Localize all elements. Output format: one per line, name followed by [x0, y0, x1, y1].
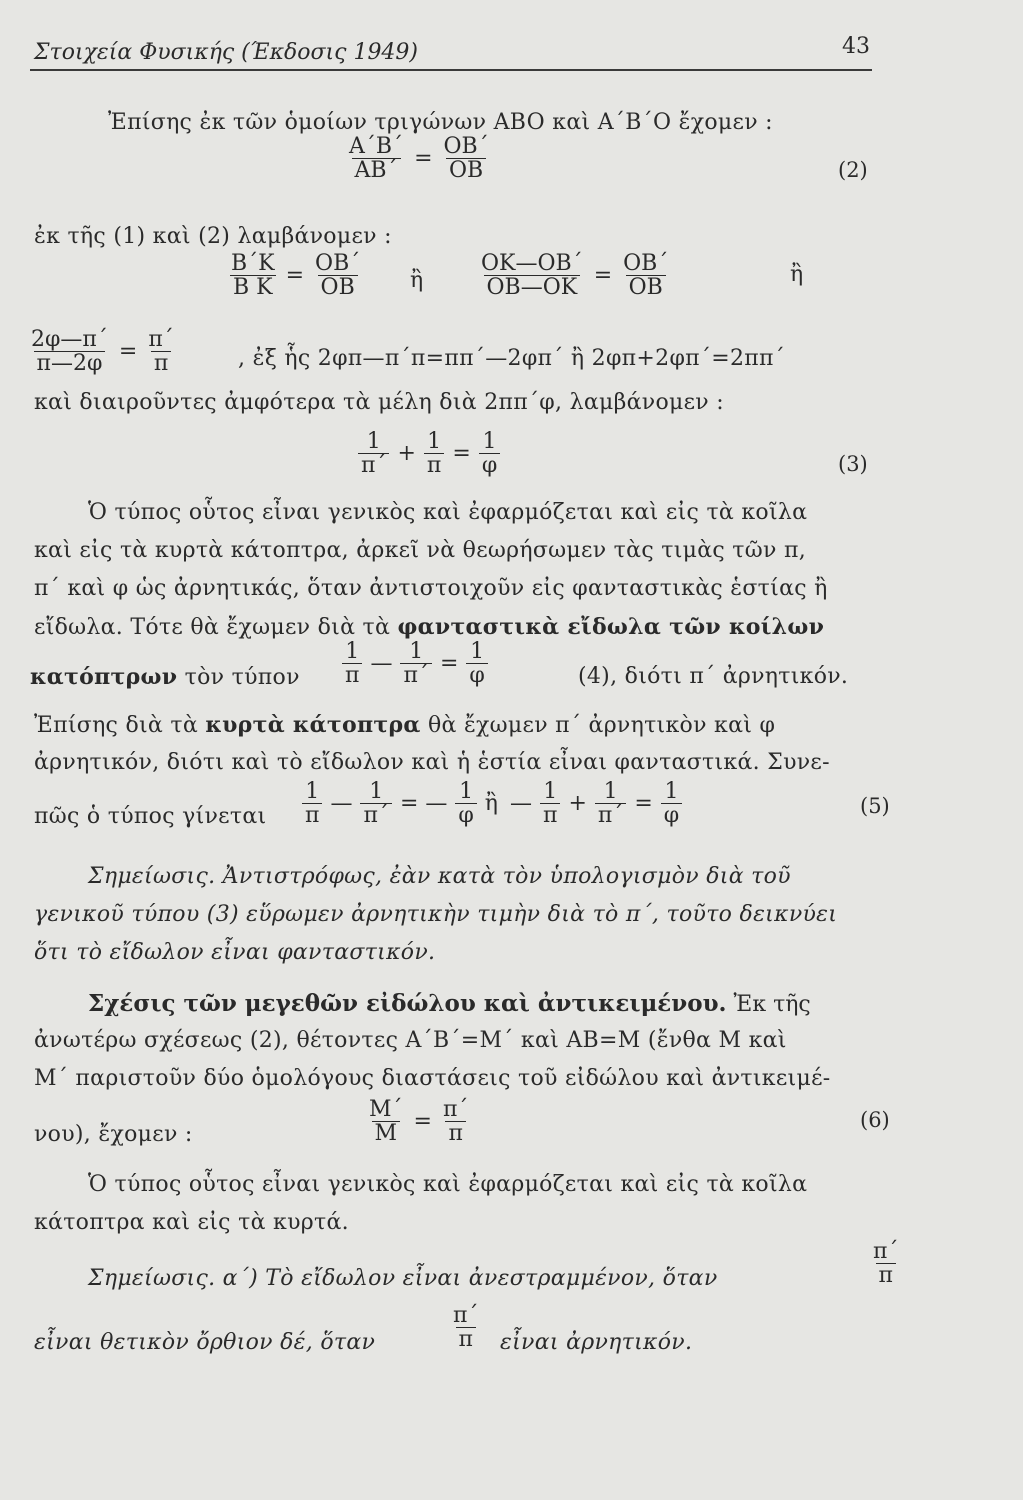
fraction-denominator: B K — [230, 275, 276, 299]
text-line — [34, 614, 824, 640]
fraction-denominator: φ — [661, 803, 682, 827]
fraction-denominator: OB — [318, 275, 358, 299]
text-line: Ὁ τύπος οὗτος εἶναι γενικὸς καὶ ἐφαρμόζεται καὶ εἰς τὰ κοῖλα — [88, 500, 808, 525]
equation-6: $\frac{M΄}{M}$ = $\frac{\pi΄}{\pi}$ — [364, 1098, 473, 1145]
bold-term: κυρτὰ κάτοπτρα — [205, 712, 421, 738]
equation-2: $\frac{A΄B΄}{AB΄}$ = $\frac{OB΄}{OB}$ — [344, 135, 494, 182]
text-span: εἴδωλα. Τότε θὰ ἔχωμεν διὰ τὰ — [34, 615, 398, 640]
page-number: 43 — [842, 34, 870, 59]
fraction-numerator: 1 — [543, 779, 558, 804]
fraction-denominator: M — [372, 1121, 401, 1145]
text-line: καὶ διαιροῦντες ἀμφότερα τὰ μέλη διὰ 2ππ΄φ, λαμβάνομεν : — [34, 390, 724, 415]
text-line: Ἐπίσης ἐκ τῶν ὁμοίων τριγώνων ABO καὶ A΄B΄O ἔχομεν : — [108, 110, 773, 135]
fraction-numerator: OB΄ — [315, 251, 361, 276]
fraction-numerator: 1 — [409, 639, 424, 664]
note-line: Σημείωσις. Ἀντιστρόφως, ἐὰν κατὰ τὸν ὑπολογισμὸν διὰ τοῦ — [88, 864, 791, 889]
text-span: τὸν τύπον — [177, 665, 300, 690]
text-line: κάτοπτρα καὶ εἰς τὰ κυρτά. — [34, 1210, 349, 1235]
bold-term: κατόπτρων — [30, 664, 178, 690]
fraction-numerator: 1 — [366, 429, 381, 454]
text-line: π΄ καὶ φ ὡς ἀρνητικάς, ὅταν ἀντιστοιχοῦν εἰς φανταστικὰς ἑστίας ἢ — [34, 576, 828, 601]
bold-term: φανταστικὰ εἴδωλα τῶν κοίλων — [397, 614, 825, 640]
running-header: Στοιχεία Φυσικής (Έκδοσις 1949) — [34, 40, 419, 65]
fraction-denominator: φ — [466, 663, 487, 687]
heading-text: Σχέσις τῶν μεγεθῶν εἰδώλου καὶ ἀντικειμένου. — [88, 990, 727, 1017]
equation-number: (5) — [860, 794, 890, 818]
fraction-numerator: π΄ — [442, 1097, 469, 1122]
fraction-denominator: π΄ — [358, 453, 389, 477]
fraction-numerator: 1 — [345, 639, 360, 664]
fraction-denominator: π — [876, 1263, 896, 1287]
fraction-denominator: OB—OK — [484, 275, 581, 299]
text-line — [30, 664, 300, 690]
equation-row: $\frac{2\varphi—\pi΄}{\pi—2\varphi}$ = $\frac{\pi΄}{\pi}$ — [26, 328, 179, 375]
fraction-denominator: π—2φ — [34, 351, 106, 375]
fraction-denominator: π΄ — [400, 663, 431, 687]
text-line: ἀνωτέρω σχέσεως (2), θέτοντες A΄B΄=M΄ καὶ AB=M (ἔνθα M καὶ — [34, 1028, 787, 1053]
text-line: νου), ἔχομεν : — [34, 1122, 193, 1147]
inline-fraction — [868, 1240, 903, 1287]
fraction-denominator: OB — [446, 158, 486, 182]
fraction-denominator: π — [151, 351, 171, 375]
fraction-numerator: B΄K — [231, 251, 275, 276]
equation-5: $\frac{1}{\pi}$ — $\frac{1}{\pi΄}$ = — $\frac{1}{\varphi}$ ἢ — $\frac{1}{\pi}$ + $\frac{1}{\pi΄}$ = $\frac{1}{\varphi}$ — [300, 780, 684, 827]
note-line: Σημείωσις. α΄) Τὸ εἴδωλον εἶναι ἀνεστραμμένον, ὅταν — [88, 1266, 718, 1291]
fraction-denominator: φ — [479, 453, 500, 477]
fraction-denominator: π — [424, 453, 444, 477]
note-line: εἶναι ἀρνητικόν. — [500, 1330, 693, 1355]
text-line — [34, 712, 775, 738]
fraction-numerator: π΄ — [453, 1303, 479, 1328]
header-rule — [30, 69, 872, 71]
fraction-denominator: π — [456, 1327, 476, 1351]
text-span: Ἐκ τῆς — [726, 992, 811, 1017]
text-line: καὶ εἰς τὰ κυρτὰ κάτοπτρα, ἀρκεῖ νὰ θεωρήσωμεν τὰς τιμὰς τῶν π, — [34, 538, 807, 563]
note-line: ὅτι τὸ εἴδωλον εἶναι φανταστικόν. — [34, 940, 436, 965]
text-line: Ὁ τύπος οὗτος εἶναι γενικὸς καὶ ἐφαρμόζεται καὶ εἰς τὰ κοῖλα — [88, 1172, 808, 1197]
fraction-numerator: π΄ — [148, 327, 174, 352]
fraction-numerator: 1 — [305, 779, 320, 804]
text-line: M΄ παριστοῦν δύο ὁμολόγους διαστάσεις τοῦ εἰδώλου καὶ ἀντικειμέ- — [34, 1066, 831, 1091]
fraction-numerator: A΄B΄ — [349, 134, 404, 159]
fraction-denominator: π΄ — [360, 803, 391, 827]
fraction-denominator: φ — [455, 803, 476, 827]
fraction-numerator: OK—OB΄ — [481, 251, 583, 276]
section-heading — [88, 990, 811, 1017]
equation-row: $\frac{B΄K}{\text{B K}}$ = $\frac{OB΄}{OB}$ — [226, 252, 365, 299]
fraction-numerator: 1 — [482, 429, 497, 454]
fraction-denominator: AB΄ — [352, 158, 401, 182]
equation-4: $\frac{1}{\pi}$ — $\frac{1}{\pi΄}$ = $\frac{1}{\varphi}$ — [340, 640, 490, 687]
note-line: γενικοῦ τύπου (3) εὕρωμεν ἀρνητικὴν τιμὴν διὰ τὸ π΄, τοῦτο δεικνύει — [34, 902, 838, 927]
text-line: πῶς ὁ τύπος γίνεται — [34, 804, 267, 829]
inline-fraction — [448, 1304, 483, 1351]
equation-number: (2) — [838, 158, 868, 182]
fraction-numerator: 1 — [603, 779, 618, 804]
equation-3: $\frac{1}{\pi΄}$ + $\frac{1}{\pi}$ = $\frac{1}{\varphi}$ — [356, 430, 502, 477]
fraction-numerator: 2φ—π΄ — [31, 327, 108, 352]
text-line: (4), διότι π΄ ἀρνητικόν. — [578, 664, 849, 689]
text-line: ἐκ τῆς (1) καὶ (2) λαμβάνομεν : — [34, 224, 392, 249]
fraction-numerator: 1 — [427, 429, 442, 454]
fraction-denominator: π — [342, 663, 362, 687]
equation-number: (3) — [838, 452, 868, 476]
fraction-numerator: OB΄ — [623, 251, 669, 276]
text-line: , ἐξ ἧς 2φπ—π΄π=ππ΄—2φπ΄ ἢ 2φπ+2φπ΄=2ππ΄ — [238, 346, 786, 371]
equation-row: $\frac{OK—OB΄}{OB—OK}$ = $\frac{OB΄}{OB}$ — [476, 252, 673, 299]
or-word: ἢ — [410, 268, 424, 293]
fraction-numerator: M΄ — [369, 1097, 403, 1122]
fraction-numerator: π΄ — [873, 1239, 899, 1264]
equation-number: (6) — [860, 1108, 890, 1132]
fraction-numerator: 1 — [369, 779, 384, 804]
text-line: ἀρνητικόν, διότι καὶ τὸ εἴδωλον καὶ ἡ ἑστία εἶναι φανταστικά. Συνε- — [34, 750, 830, 775]
or-word: ἢ — [484, 790, 498, 816]
fraction-denominator: OB — [626, 275, 666, 299]
fraction-denominator: π — [302, 803, 322, 827]
text-span: θὰ ἔχωμεν π΄ ἀρνητικὸν καὶ φ — [420, 713, 776, 738]
or-word: ἢ — [790, 262, 804, 287]
fraction-numerator: 1 — [470, 639, 485, 664]
fraction-numerator: 1 — [459, 779, 474, 804]
fraction-numerator: 1 — [664, 779, 679, 804]
fraction-numerator: OB΄ — [443, 134, 489, 159]
note-line: εἶναι θετικὸν ὄρθιον δέ, ὅταν — [34, 1330, 376, 1355]
text-span: Ἐπίσης διὰ τὰ — [34, 713, 206, 738]
fraction-denominator: π — [445, 1121, 465, 1145]
fraction-denominator: π΄ — [595, 803, 626, 827]
fraction-denominator: π — [540, 803, 560, 827]
